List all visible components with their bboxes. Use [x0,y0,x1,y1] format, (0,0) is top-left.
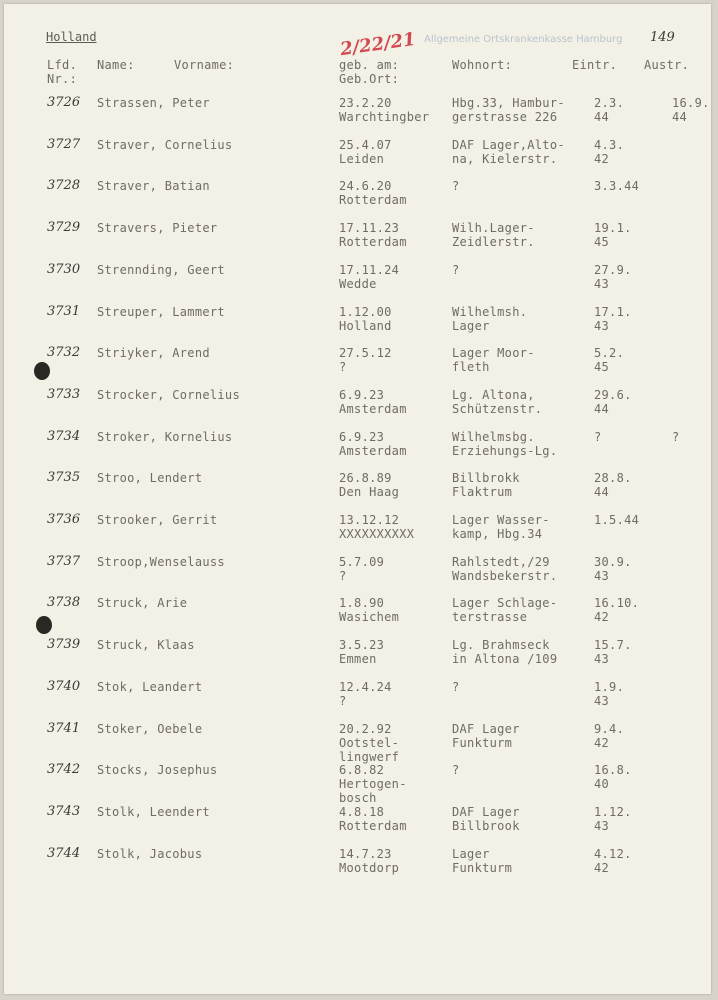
row-name: Streuper, Lammert [97,305,225,319]
header-residence: Wohnort: [452,58,513,72]
row-residence: Lager Schlage- terstrasse [452,596,558,624]
row-eintritt: 5.2. 45 [594,346,625,374]
row-eintritt: 29.6. 44 [594,388,632,416]
row-name: Strocker, Cornelius [97,388,240,402]
row-eintritt: 1.12. 43 [594,805,632,833]
row-birth: 13.12.12 XXXXXXXXXX [339,513,415,541]
row-residence: DAF Lager Funkturm [452,722,520,750]
red-handwritten-mark: 2/22/21 [338,28,417,61]
row-birth: 24.6.20 Rotterdam [339,179,407,207]
row-number: 3737 [47,554,81,569]
row-name: Struck, Klaas [97,638,195,652]
row-birth: 14.7.23 Mootdorp [339,847,400,875]
row-number: 3729 [47,220,81,235]
row-eintritt: ? [594,430,602,444]
row-residence: DAF Lager Billbrook [452,805,520,833]
row-number: 3728 [47,178,81,193]
row-residence: Wilhelmsbg. Erziehungs-Lg. [452,430,558,458]
row-birth: 5.7.09 ? [339,555,385,583]
row-number: 3744 [47,846,81,861]
row-residence: Lager Funkturm [452,847,513,875]
row-eintritt: 4.3. 42 [594,138,625,166]
row-name: Stok, Leandert [97,680,203,694]
row-birth: 17.11.24 Wedde [339,263,400,291]
row-eintritt: 30.9. 43 [594,555,632,583]
row-birth: 6.9.23 Amsterdam [339,388,407,416]
header-vorname: Vorname: [174,58,235,72]
row-eintritt: 16.8. 40 [594,763,632,791]
header-name: Name: [97,58,135,72]
punch-hole [34,362,50,380]
row-name: Stolk, Jacobus [97,847,203,861]
row-residence: Rahlstedt,/29 Wandsbekerstr. [452,555,558,583]
row-eintritt: 27.9. 43 [594,263,632,291]
row-number: 3726 [47,95,81,110]
row-name: Striyker, Arend [97,346,210,360]
row-eintritt: 17.1. 43 [594,305,632,333]
row-eintritt: 16.10. 42 [594,596,640,624]
row-number: 3733 [47,387,81,402]
row-residence: ? [452,263,460,277]
row-residence: Lager Wasser- kamp, Hbg.34 [452,513,550,541]
row-birth: 6.9.23 Amsterdam [339,430,407,458]
header-eintritt: Eintr. [572,58,618,72]
row-number: 3731 [47,304,81,319]
row-number: 3732 [47,345,81,360]
row-number: 3740 [47,679,81,694]
row-number: 3742 [47,762,81,777]
punch-hole [36,616,52,634]
row-number: 3741 [47,721,81,736]
row-name: Strooker, Gerrit [97,513,218,527]
row-birth: 26.8.89 Den Haag [339,471,400,499]
row-number: 3736 [47,512,81,527]
row-eintritt: 1.9. 43 [594,680,625,708]
row-eintritt: 28.8. 44 [594,471,632,499]
row-name: Stroop,Wenselauss [97,555,225,569]
row-birth: 23.2.20 Warchtingber [339,96,430,124]
row-birth: 17.11.23 Rotterdam [339,221,407,249]
row-name: Stroo, Lendert [97,471,203,485]
row-eintritt: 2.3. 44 [594,96,625,124]
row-eintritt: 4.12. 42 [594,847,632,875]
row-birth: 1.8.90 Wasichem [339,596,400,624]
row-residence: Lg. Brahmseck in Altona /109 [452,638,558,666]
row-name: Strennding, Geert [97,263,225,277]
row-birth: 25.4.07 Leiden [339,138,392,166]
document-page [4,4,711,994]
header-birth: geb. am: Geb.Ort: [339,58,400,86]
row-eintritt: 15.7. 43 [594,638,632,666]
row-name: Stravers, Pieter [97,221,218,235]
row-name: Stocks, Josephus [97,763,218,777]
row-residence: ? [452,680,460,694]
row-birth: 3.5.23 Emmen [339,638,385,666]
row-birth: 12.4.24 ? [339,680,392,708]
row-birth: 20.2.92 Ootstel- lingwerf [339,722,400,764]
row-name: Stolk, Leendert [97,805,210,819]
row-residence: Hbg.33, Hambur- gerstrasse 226 [452,96,565,124]
row-residence: ? [452,179,460,193]
row-number: 3730 [47,262,81,277]
row-number: 3727 [47,137,81,152]
page-number: 149 [650,30,675,45]
row-name: Straver, Batian [97,179,210,193]
row-residence: Billbrokk Flaktrum [452,471,520,499]
row-birth: 4.8.18 Rotterdam [339,805,407,833]
insurance-stamp: Allgemeine Ortskrankenkasse Hamburg [424,34,623,45]
row-number: 3738 [47,595,81,610]
row-residence: Lager Moor- fleth [452,346,535,374]
row-number: 3739 [47,637,81,652]
row-residence: DAF Lager,Alto- na, Kielerstr. [452,138,565,166]
row-name: Struck, Arie [97,596,188,610]
row-name: Stoker, Oebele [97,722,203,736]
row-austritt: 16.9. 44 [672,96,710,124]
row-name: Strassen, Peter [97,96,210,110]
row-eintritt: 3.3.44 [594,179,640,193]
row-number: 3743 [47,804,81,819]
row-residence: Wilh.Lager- Zeidlerstr. [452,221,535,249]
row-residence: Wilhelmsh. Lager [452,305,528,333]
row-eintritt: 1.5.44 [594,513,640,527]
row-birth: 6.8.82 Hertogen- bosch [339,763,407,805]
header-nr: Lfd. Nr.: [47,58,78,86]
row-residence: ? [452,763,460,777]
row-birth: 27.5.12 ? [339,346,392,374]
row-number: 3735 [47,470,81,485]
row-number: 3734 [47,429,81,444]
row-birth: 1.12.00 Holland [339,305,392,333]
row-name: Straver, Cornelius [97,138,233,152]
row-residence: Lg. Altona, Schützenstr. [452,388,543,416]
row-eintritt: 9.4. 42 [594,722,625,750]
row-eintritt: 19.1. 45 [594,221,632,249]
country-heading: Holland [46,30,97,44]
row-austritt: ? [672,430,680,444]
header-austritt: Austr. [644,58,690,72]
row-name: Stroker, Kornelius [97,430,233,444]
